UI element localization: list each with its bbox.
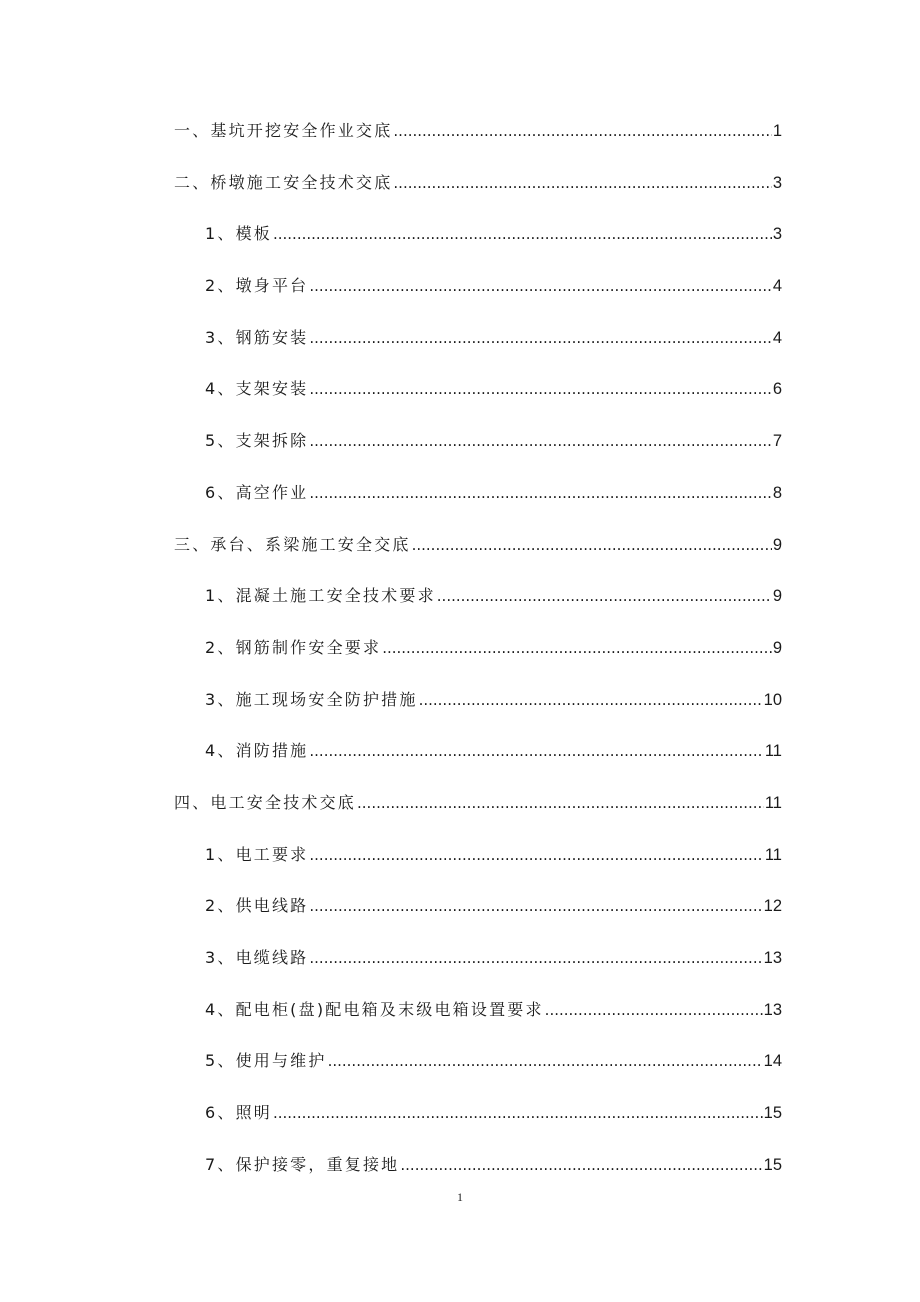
toc-entry-label: 1、模板 (205, 224, 272, 244)
toc-dot-leader (309, 277, 771, 295)
toc-dot-leader (419, 691, 763, 709)
toc-entry-label: 6、照明 (205, 1103, 272, 1123)
toc-entry[interactable] (174, 687, 782, 739)
toc-entry[interactable] (174, 325, 782, 377)
toc-entry-page: 15 (763, 1104, 782, 1123)
toc-entry-label: 1、混凝土施工安全技术要求 (205, 586, 436, 606)
toc-entry-page: 14 (763, 1052, 782, 1071)
page-number: 1 (457, 1190, 463, 1204)
toc-dot-leader (273, 225, 772, 243)
toc-entry-page: 13 (763, 949, 782, 967)
toc-dot-leader (309, 484, 771, 502)
toc-entry-page: 10 (763, 690, 782, 709)
toc-entry[interactable] (174, 583, 782, 635)
toc-entry[interactable] (174, 532, 782, 584)
toc-entry[interactable] (174, 997, 782, 1049)
toc-entry-label: 4、支架安装 (205, 379, 309, 399)
toc-dot-leader (309, 897, 762, 915)
toc-entry-label: 5、使用与维护 (205, 1051, 327, 1071)
toc-entry-page: 11 (764, 793, 782, 812)
toc-entry-label: 7、保护接零，重复接地 (205, 1154, 400, 1174)
toc-entry[interactable] (174, 273, 782, 325)
toc-dot-leader (393, 122, 771, 140)
toc-entry[interactable] (174, 738, 782, 790)
toc-entry-label: 2、供电线路 (205, 896, 309, 916)
toc-entry-page: 9 (772, 638, 782, 657)
toc-entry-page: 4 (772, 277, 782, 296)
toc-entry[interactable] (174, 842, 782, 894)
toc-entry-label: 一、基坑开挖安全作业交底 (174, 121, 393, 140)
toc-dot-leader (309, 329, 771, 347)
toc-entry-label: 4、配电柜(盘)配电箱及末级电箱设置要求 (205, 999, 544, 1019)
toc-entry-label: 4、消防措施 (205, 741, 309, 761)
toc-entry[interactable] (174, 376, 782, 428)
toc-entry-page: 9 (772, 535, 782, 554)
toc-entry[interactable] (174, 790, 782, 842)
table-of-contents (174, 118, 782, 1203)
toc-entry[interactable] (174, 428, 782, 480)
toc-entry[interactable] (174, 893, 782, 945)
toc-dot-leader (382, 639, 772, 657)
toc-entry-label: 三、承台、系梁施工安全交底 (174, 534, 411, 554)
toc-dot-leader (412, 536, 772, 554)
toc-entry-page: 8 (772, 483, 782, 502)
toc-dot-leader (309, 380, 771, 398)
toc-entry-page: 11 (764, 742, 782, 761)
toc-entry-page: 9 (772, 587, 782, 606)
toc-entry-page: 3 (772, 173, 782, 192)
toc-entry-label: 3、钢筋安装 (205, 327, 309, 347)
toc-dot-leader (273, 1104, 763, 1122)
toc-dot-leader (309, 742, 763, 760)
toc-entry-label: 3、施工现场安全防护措施 (205, 689, 418, 709)
toc-dot-leader (437, 587, 772, 605)
toc-entry[interactable] (174, 635, 782, 687)
toc-entry-page: 1 (772, 122, 782, 140)
toc-dot-leader (309, 949, 762, 967)
toc-dot-leader (309, 846, 763, 864)
toc-entry-page: 15 (763, 1155, 782, 1174)
toc-entry[interactable] (174, 170, 782, 222)
toc-entry-label: 3、电缆线路 (205, 948, 309, 967)
toc-entry-label: 2、钢筋制作安全要求 (205, 637, 382, 657)
toc-entry-page: 11 (764, 845, 782, 864)
toc-entry-page: 7 (772, 432, 782, 451)
toc-entry-label: 2、墩身平台 (205, 276, 309, 296)
toc-entry-label: 5、支架拆除 (205, 431, 309, 451)
toc-entry-label: 二、桥墩施工安全技术交底 (174, 172, 393, 192)
toc-dot-leader (545, 1001, 763, 1019)
toc-entry-page: 3 (772, 225, 782, 244)
toc-entry-label: 1、电工要求 (205, 844, 309, 864)
toc-entry[interactable] (174, 1048, 782, 1100)
toc-entry-label: 6、高空作业 (205, 482, 309, 502)
toc-entry-label: 四、电工安全技术交底 (174, 792, 357, 812)
toc-entry[interactable] (174, 480, 782, 532)
toc-entry-page: 12 (763, 897, 782, 916)
toc-dot-leader (309, 432, 771, 450)
toc-entry-page: 6 (772, 380, 782, 399)
toc-dot-leader (400, 1156, 762, 1174)
toc-entry-page: 4 (772, 328, 782, 347)
toc-entry[interactable] (174, 221, 782, 273)
toc-entry[interactable] (174, 1100, 782, 1152)
toc-dot-leader (393, 174, 771, 192)
toc-dot-leader (357, 794, 764, 812)
toc-dot-leader (328, 1052, 763, 1070)
toc-entry[interactable] (174, 118, 782, 170)
toc-entry-page: 13 (763, 1000, 782, 1019)
toc-entry[interactable] (174, 945, 782, 997)
